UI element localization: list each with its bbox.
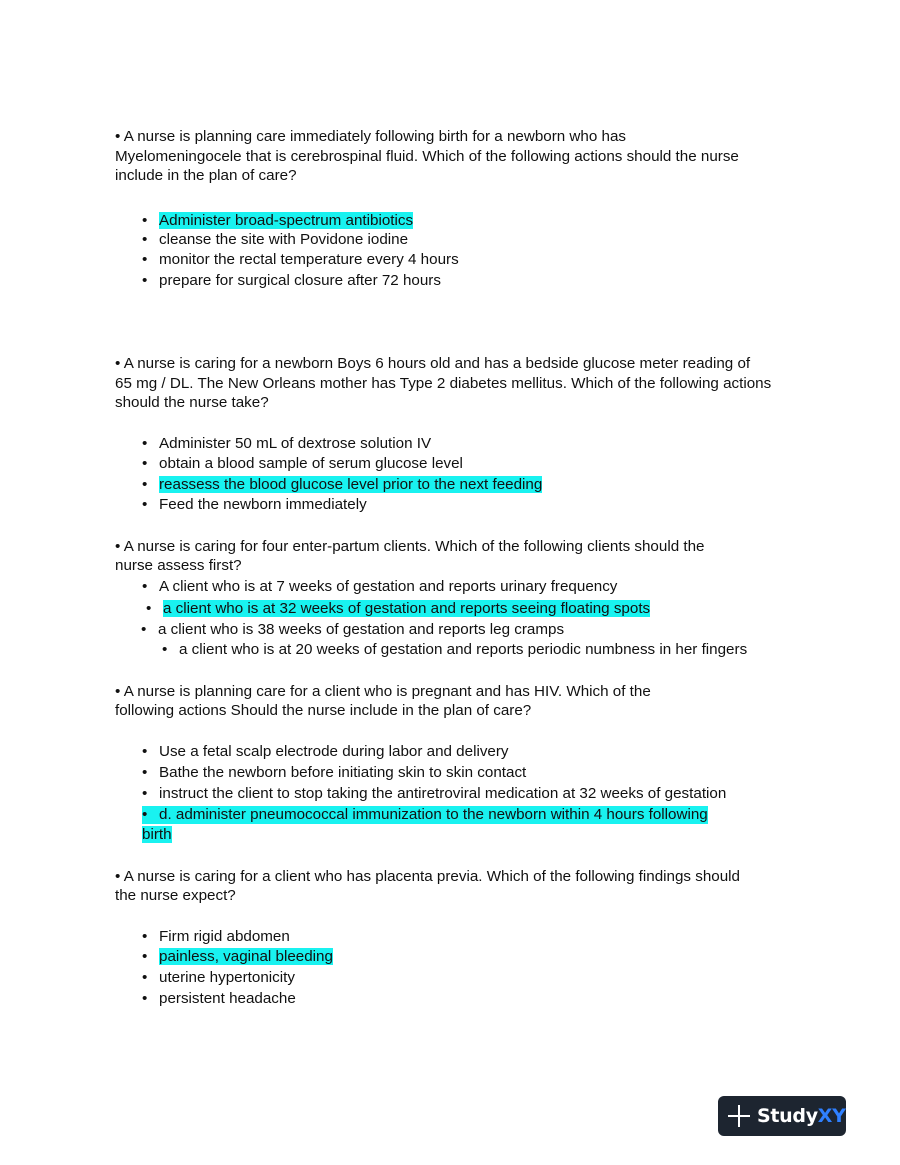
bullet: • (142, 455, 148, 472)
option-item (142, 969, 295, 987)
option-item (142, 578, 617, 596)
option-item (142, 743, 509, 761)
option-item-continuation (142, 826, 172, 844)
question-5-line-2: the nurse expect? (115, 887, 236, 904)
bullet: • (142, 578, 148, 595)
logo-text (757, 1105, 846, 1127)
option-text: Feed the newborn immediately (159, 496, 367, 513)
question-3-line-1: • A nurse is caring for four enter-partum clients. Which of the following clients should the (115, 538, 705, 555)
logo-accent: XY (817, 1105, 846, 1127)
question-5-line-1: • A nurse is caring for a client who has placenta previa. Which of the following findings should (115, 868, 740, 885)
bullet: • (142, 272, 148, 289)
highlighted-answer: Administer broad-spectrum antibiotics (159, 212, 414, 229)
bullet: • (142, 231, 148, 248)
option-item (142, 455, 463, 473)
bullet: • (142, 476, 148, 493)
bullet: • (141, 621, 147, 638)
option-text: monitor the rectal temperature every 4 hours (159, 251, 459, 268)
bullet: • (142, 435, 148, 452)
bullet: • (146, 600, 152, 617)
bullet: • (142, 806, 148, 823)
option-item (162, 641, 747, 659)
question-4-line-1: • A nurse is planning care for a client who is pregnant and has HIV. Which of the (115, 683, 651, 700)
option-text: Use a fetal scalp electrode during labor and delivery (159, 743, 509, 760)
plus-icon (728, 1105, 750, 1127)
option-item (142, 990, 296, 1008)
option-item (141, 621, 564, 639)
highlighted-answer: birth (142, 826, 172, 843)
option-text: prepare for surgical closure after 72 hours (159, 272, 441, 289)
option-item (142, 806, 708, 824)
question-2-line-1: • A nurse is caring for a newborn Boys 6 hours old and has a bedside glucose meter reading of (115, 355, 751, 372)
question-2-line-2: 65 mg / DL. The New Orleans mother has Type 2 diabetes mellitus. Which of the following actions (115, 375, 772, 392)
bullet: • (142, 251, 148, 268)
logo-word: Study (757, 1105, 818, 1127)
bullet: • (142, 785, 148, 802)
option-text: a client who is at 20 weeks of gestation and reports periodic numbness in her fingers (179, 641, 748, 658)
bullet: • (142, 948, 148, 965)
option-item (142, 476, 542, 494)
bullet: • (162, 641, 168, 658)
option-item (146, 600, 650, 618)
question-1-line-1: • A nurse is planning care immediately following birth for a newborn who has (115, 128, 626, 145)
option-item (142, 764, 526, 782)
option-text: persistent headache (159, 990, 296, 1007)
question-2-line-3: should the nurse take? (115, 394, 269, 411)
bullet: • (142, 969, 148, 986)
highlighted-answer: a client who is at 32 weeks of gestation and reports seeing floating spots (163, 600, 651, 617)
bullet: • (142, 990, 148, 1007)
option-text: Administer 50 mL of dextrose solution IV (159, 435, 432, 452)
option-text: a client who is 38 weeks of gestation and reports leg cramps (158, 621, 565, 638)
bullet: • (142, 928, 148, 945)
option-item (142, 785, 726, 803)
studyxy-logo (718, 1096, 846, 1136)
option-text: Bathe the newborn before initiating skin to skin contact (159, 764, 527, 781)
option-item (142, 231, 408, 249)
option-item (142, 212, 413, 230)
highlighted-answer: d. administer pneumococcal immunization to the newborn within 4 hours following (159, 806, 708, 823)
option-text: instruct the client to stop taking the antiretroviral medication at 32 weeks of gestation (159, 785, 727, 802)
highlighted-answer: reassess the blood glucose level prior to the next feeding (159, 476, 543, 493)
option-text: A client who is at 7 weeks of gestation and reports urinary frequency (159, 578, 618, 595)
option-text: obtain a blood sample of serum glucose level (159, 455, 463, 472)
question-1-line-2: Myelomeningocele that is cerebrospinal fluid. Which of the following actions should the nurse (115, 148, 739, 165)
option-item (142, 496, 367, 514)
option-item (142, 251, 459, 269)
question-4-line-2: following actions Should the nurse include in the plan of care? (115, 702, 532, 719)
highlighted-answer: painless, vaginal bleeding (159, 948, 333, 965)
option-item (142, 948, 333, 966)
question-3-line-2: nurse assess first? (115, 557, 242, 574)
option-item (142, 435, 431, 453)
option-item (142, 272, 441, 290)
option-text: uterine hypertonicity (159, 969, 295, 986)
option-item (142, 928, 290, 946)
bullet: • (142, 496, 148, 513)
option-text: cleanse the site with Povidone iodine (159, 231, 409, 248)
bullet: • (142, 212, 148, 229)
question-1-line-3: include in the plan of care? (115, 167, 297, 184)
option-text: Firm rigid abdomen (159, 928, 290, 945)
bullet: • (142, 743, 148, 760)
bullet: • (142, 764, 148, 781)
